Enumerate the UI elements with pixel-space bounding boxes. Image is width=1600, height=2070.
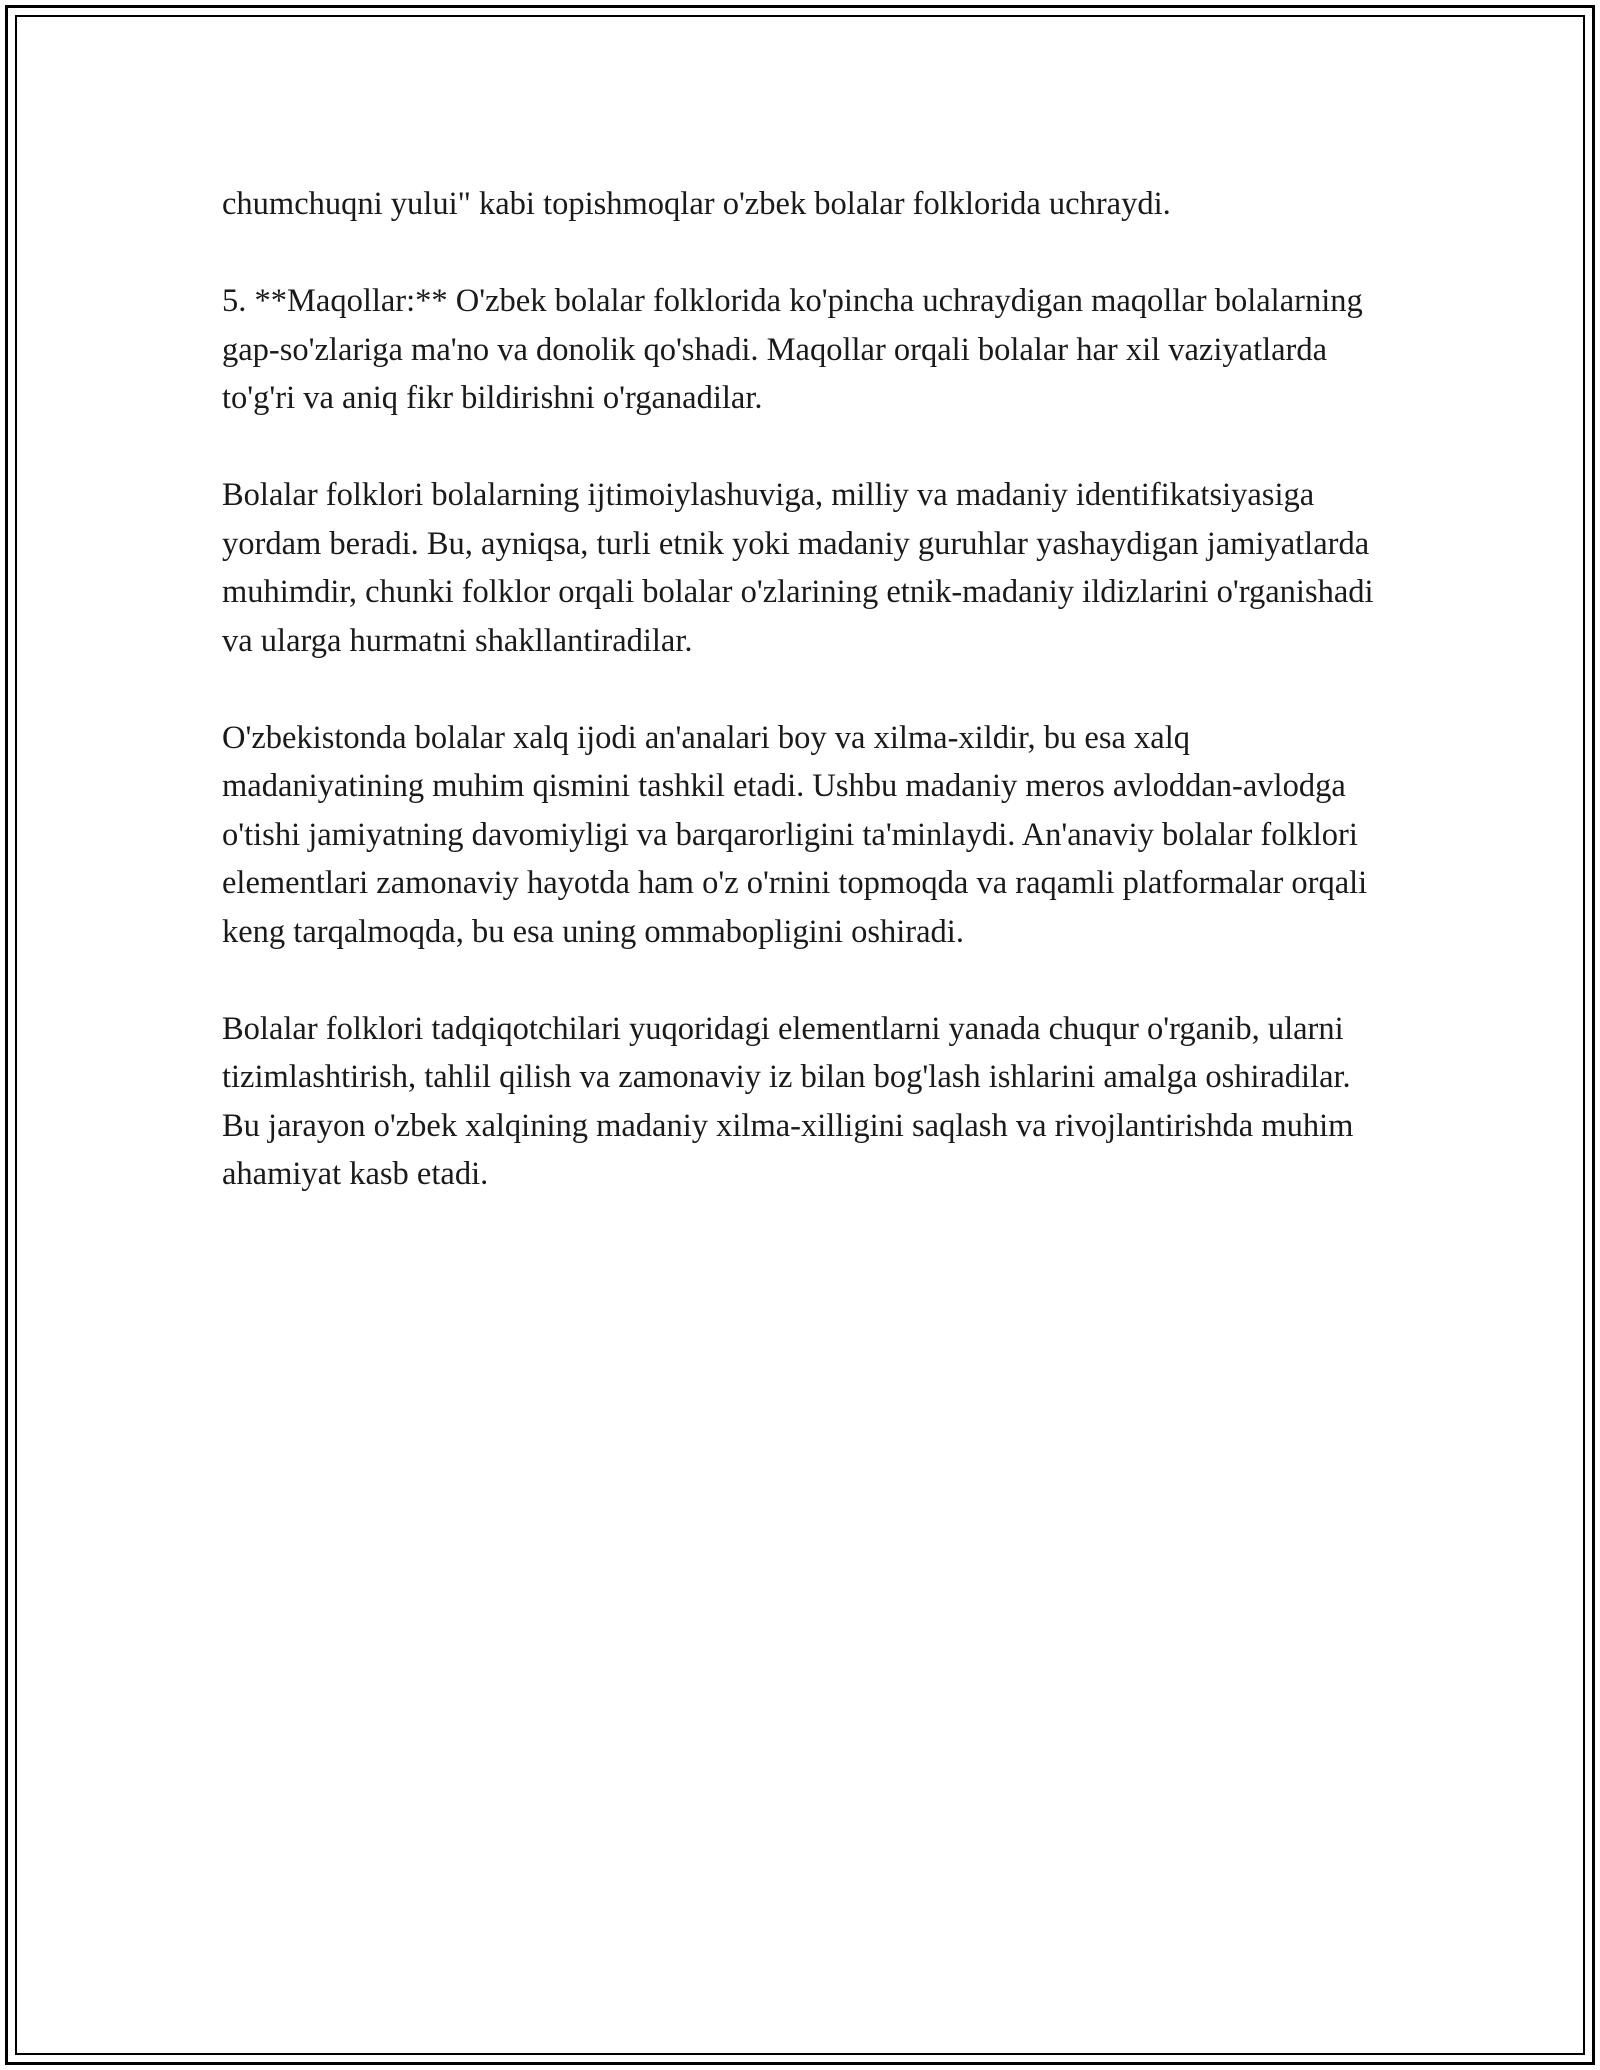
paragraph-socialization: Bolalar folklori bolalarning ijtimoiylashuviga, milliy va madaniy identifikatsiyasiga yordam beradi. Bu, ayniqsa, turli etnik yoki madaniy guruhlar yashaydigan jamiyatlarda muhimdir, chunki folklor orqali bolalar o'zlarining etnik-madaniy ildizlarini o'rganishadi va ularga hurmatni shakllantiradilar. — [222, 477, 1374, 659]
document-body — [222, 180, 1382, 1247]
paragraph-riddles-ending: chumchuqni yului" kabi topishmoqlar o'zbek bolalar folklorida uchraydi. — [222, 186, 1171, 222]
paragraph-researchers: Bolalar folklori tadqiqotchilari yuqoridagi elementlarni yanada chuqur o'rganib, ularni tizimlashtirish, tahlil qilish va zamonaviy iz bilan bog'lash ishlarini amalga oshiradilar. Bu jarayon o'zbek xalqining madaniy xilma-xilligini saqlash va rivojlantirishda muhim ahamiyat kasb etadi. — [222, 1010, 1354, 1192]
paragraph-traditions: O'zbekistonda bolalar xalq ijodi an'analari boy va xilma-xildir, bu esa xalq madaniyatining muhim qismini tashkil etadi. Ushbu madaniy meros avloddan-avlodga o'tishi jamiyatning davomiyligi va barqarorligini ta'minlaydi. An'anaviy bolalar folklori elementlari zamonaviy hayotda ham o'z o'rnini topmoqda va raqamli platformalar orqali keng tarqalmoqda, bu esa uning ommabopligini oshiradi. — [222, 719, 1368, 950]
paragraph-proverbs: 5. **Maqollar:** O'zbek bolalar folklorida ko'pincha uchraydigan maqollar bolalarning gap-so'zlariga ma'no va donolik qo'shadi. Maqollar orqali bolalar har xil vaziyatlarda to'g'ri va aniq fikr bildirishni o'rganadilar. — [222, 283, 1363, 416]
